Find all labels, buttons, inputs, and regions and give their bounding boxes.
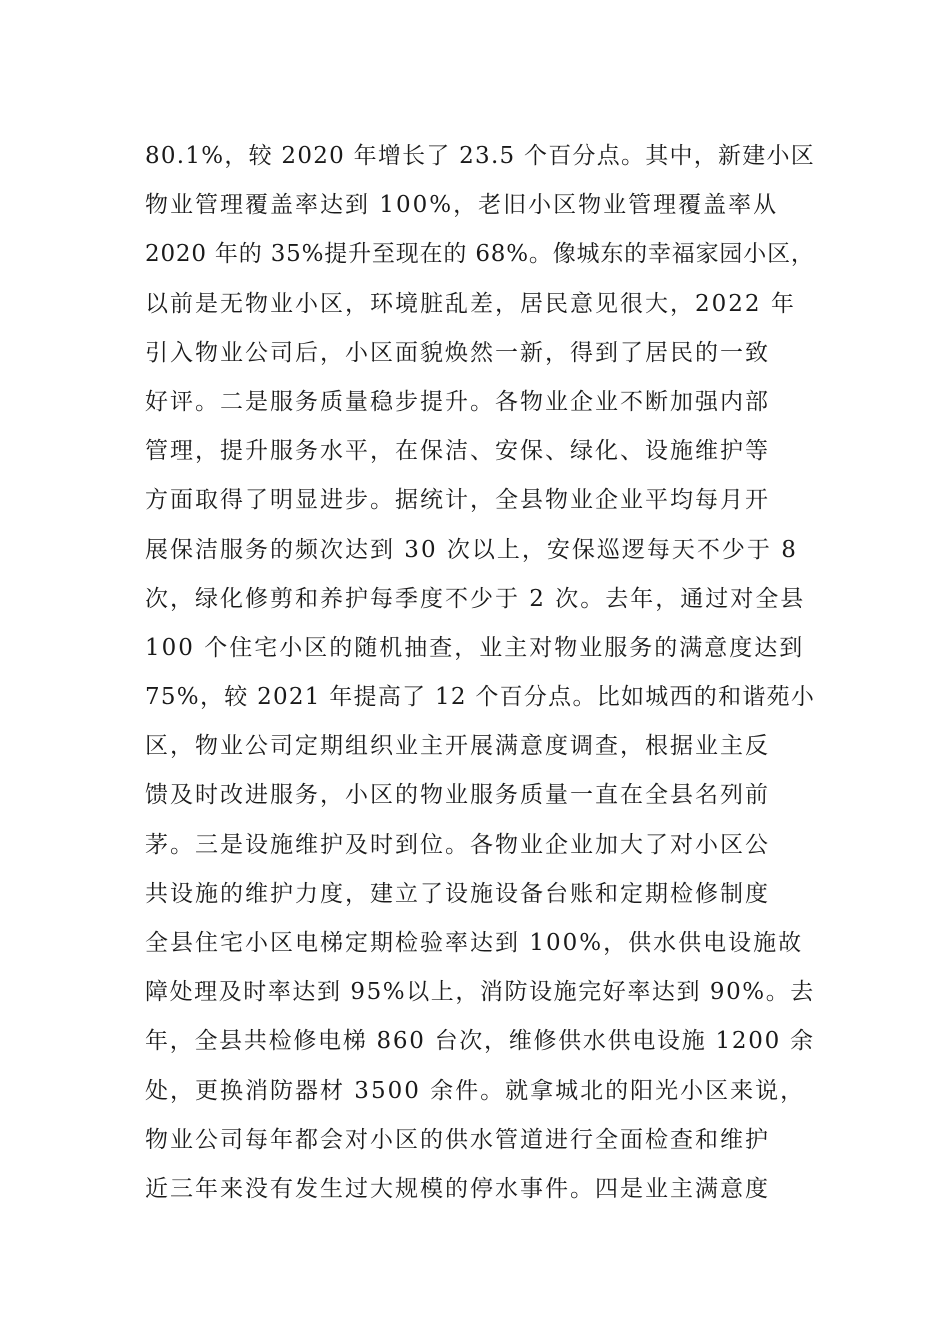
text-line: 区，物业公司定期组织业主开展满意度调查，根据业主反 xyxy=(145,733,770,760)
text-line: 物业管理覆盖率达到 100%，老旧小区物业管理覆盖率从 xyxy=(145,192,779,219)
text-line: 管理，提升服务水平，在保洁、安保、绿化、设施维护等 xyxy=(145,438,770,465)
text-line: 近三年来没有发生过大规模的停水事件。四是业主满意度 xyxy=(145,1175,770,1202)
text-line: 全县住宅小区电梯定期检验率达到 100%，供水供电设施故 xyxy=(145,930,804,956)
text-line: 次，绿化修剪和养护每季度不少于 2 次。去年，通过对全县 xyxy=(145,585,806,612)
body-text xyxy=(145,132,815,1214)
text-line: 馈及时改进服务，小区的物业服务质量一直在全县名列前 xyxy=(145,782,770,809)
text-line: 80.1%，较 2020 年增长了 23.5 个百分点。其中，新建小区 xyxy=(145,143,816,169)
text-line: 引入物业公司后，小区面貌焕然一新，得到了居民的一致 xyxy=(145,339,770,366)
text-line: 100 个住宅小区的随机抽查，业主对物业服务的满意度达到 xyxy=(145,634,805,661)
text-line: 处，更换消防器材 3500 余件。就拿城北的阳光小区来说， xyxy=(145,1077,806,1104)
text-line: 75%，较 2021 年提高了 12 个百分点。比如城西的和谐苑小 xyxy=(145,684,816,711)
text-line: 茅。三是设施维护及时到位。各物业企业加大了对小区公 xyxy=(145,831,770,858)
text-line: 展保洁服务的频次达到 30 次以上，安保巡逻每天不少于 8 xyxy=(145,536,798,563)
text-line: 以前是无物业小区，环境脏乱差，居民意见很大，2022 年 xyxy=(145,290,796,317)
text-line: 障处理及时率达到 95%以上，消防设施完好率达到 90%。去 xyxy=(145,979,815,1006)
text-line: 共设施的维护力度，建立了设施设备台账和定期检修制度 xyxy=(145,880,770,907)
text-line: 方面取得了明显进步。据统计，全县物业企业平均每月开 xyxy=(145,487,770,514)
text-line: 好评。二是服务质量稳步提升。各物业企业不断加强内部 xyxy=(145,388,770,415)
text-line: 2020 年的 35%提升至现在的 68%。像城东的幸福家园小区， xyxy=(145,241,815,268)
text-line: 物业公司每年都会对小区的供水管道进行全面检查和维护 xyxy=(145,1126,770,1153)
text-line: 年，全县共检修电梯 860 台次，维修供水供电设施 1200 余 xyxy=(145,1028,815,1055)
